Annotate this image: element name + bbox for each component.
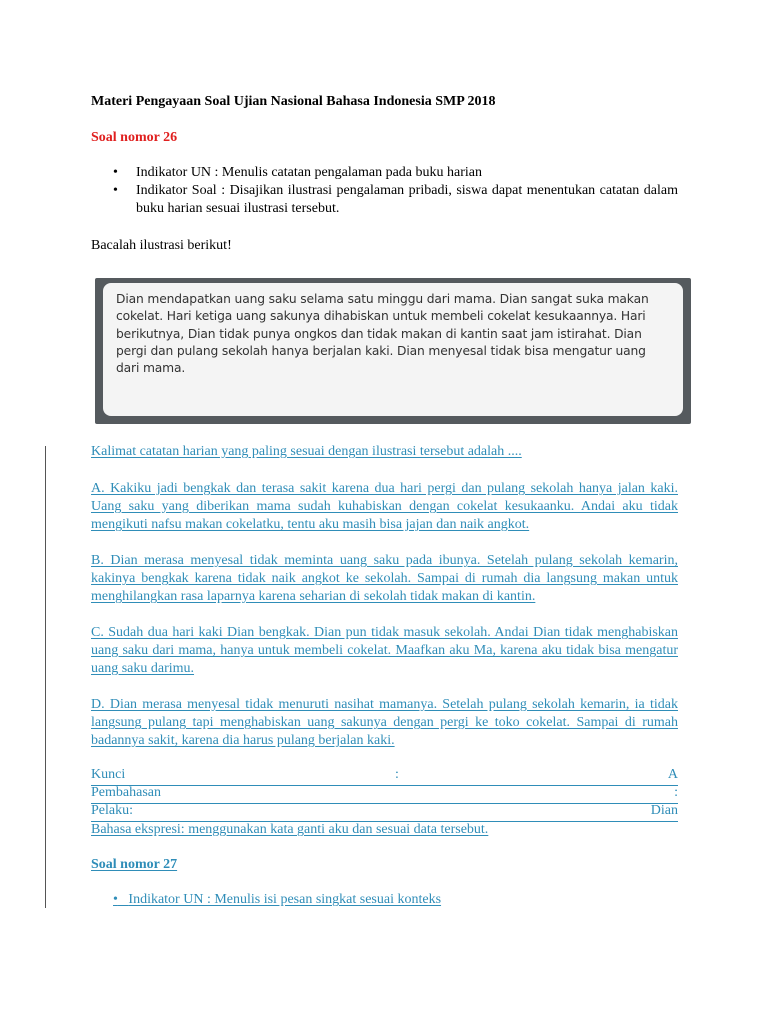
indicator-soal xyxy=(91,182,678,218)
pelaku-value: Dian xyxy=(650,803,678,818)
document-title: Materi Pengayaan Soal Ujian Nasional Bahasa Indonesia SMP 2018 xyxy=(91,94,496,109)
soal-26-indicators xyxy=(91,164,678,218)
pelaku-row xyxy=(91,803,678,822)
indicator-un xyxy=(91,164,678,182)
pembahasan-row xyxy=(91,785,678,804)
bullet-icon: • xyxy=(113,183,118,198)
pelaku-label: Pelaku: xyxy=(91,803,133,818)
kunci-row xyxy=(91,767,678,786)
indicator-soal-text: Indikator Soal : Disajikan ilustrasi pengalaman pribadi, siswa dapat menentukan catatan dalam buku harian sesuai ilustrasi tersebut. xyxy=(136,183,678,216)
kunci-value: A xyxy=(667,767,678,782)
soal-27-indicator xyxy=(113,892,441,908)
option-a: A. Kakiku jadi bengkak dan terasa sakit karena dua hari pergi dan pulang sekolah hanya jalan kaki. Uang saku yang diberikan mama sudah kuhabiskan dengan cokelat kesukaanku. Andai aku tidak mengikuti nafsu makan cokelatku, tentu aku masih bisa jajan dan naik angkot. xyxy=(91,481,678,532)
soal-27-heading: Soal nomor 27 xyxy=(91,857,178,872)
pembahasan-colon: : xyxy=(674,785,678,800)
reading-instruction: Bacalah ilustrasi berikut! xyxy=(91,238,232,253)
bullet-icon: • xyxy=(113,165,118,180)
soal-27-indicator-text: Indikator UN : Menulis isi pesan singkat sesuai konteks xyxy=(128,892,442,907)
indicator-un-text: Indikator UN : Menulis catatan pengalaman pada buku harian xyxy=(136,165,482,180)
option-c: C. Sudah dua hari kaki Dian bengkak. Dian pun tidak masuk sekolah. Andai Dian tidak menghabiskan uang saku dari mama, hanya untuk membeli cokelat. Maafkan aku Ma, karena aku tidak bisa mengatur uang saku darimu. xyxy=(91,625,678,676)
question-text: Kalimat catatan harian yang paling sesuai dengan ilustrasi tersebut adalah .... xyxy=(91,444,522,459)
illustration-text: Dian mendapatkan uang saku selama satu minggu dari mama. Dian sangat suka makan cokelat. Hari ketiga uang sakunya dihabiskan untuk membeli cokelat kesukaannya. Hari berikutnya, Dian tidak punya ongkos dan tidak makan di kantin saat jam istirahat. Dian pergi dan pulang sekolah hanya berjalan kaki. Dian menyesal tidak bisa mengatur uang dari mama. xyxy=(103,283,683,416)
kunci-colon: : xyxy=(395,767,399,782)
bullet-icon: • xyxy=(113,892,118,907)
kunci-label: Kunci xyxy=(91,767,126,782)
bahasa-ekspresi: Bahasa ekspresi: menggunakan kata ganti aku dan sesuai data tersebut. xyxy=(91,822,489,837)
option-d: D. Dian merasa menyesal tidak menuruti nasihat mamanya. Setelah pulang sekolah kemarin, ia tidak langsung pulang tapi menghabiskan uang sakunya dengan pergi ke toko cokelat. Sampai di rumah badannya sakit, karena dia harus pulang berjalan kaki. xyxy=(91,697,678,748)
illustration-box xyxy=(95,278,691,424)
pembahasan-label: Pembahasan xyxy=(91,785,161,800)
soal-26-heading: Soal nomor 26 xyxy=(91,130,178,145)
margin-line xyxy=(45,446,46,908)
option-b: B. Dian merasa menyesal tidak meminta uang saku pada ibunya. Setelah pulang sekolah kemarin, kakinya bengkak karena tidak naik angkot ke sekolah. Sampai di rumah dia langsung makan untuk menghilangkan rasa laparnya karena seharian di sekolah tidak makan di kantin. xyxy=(91,553,678,604)
